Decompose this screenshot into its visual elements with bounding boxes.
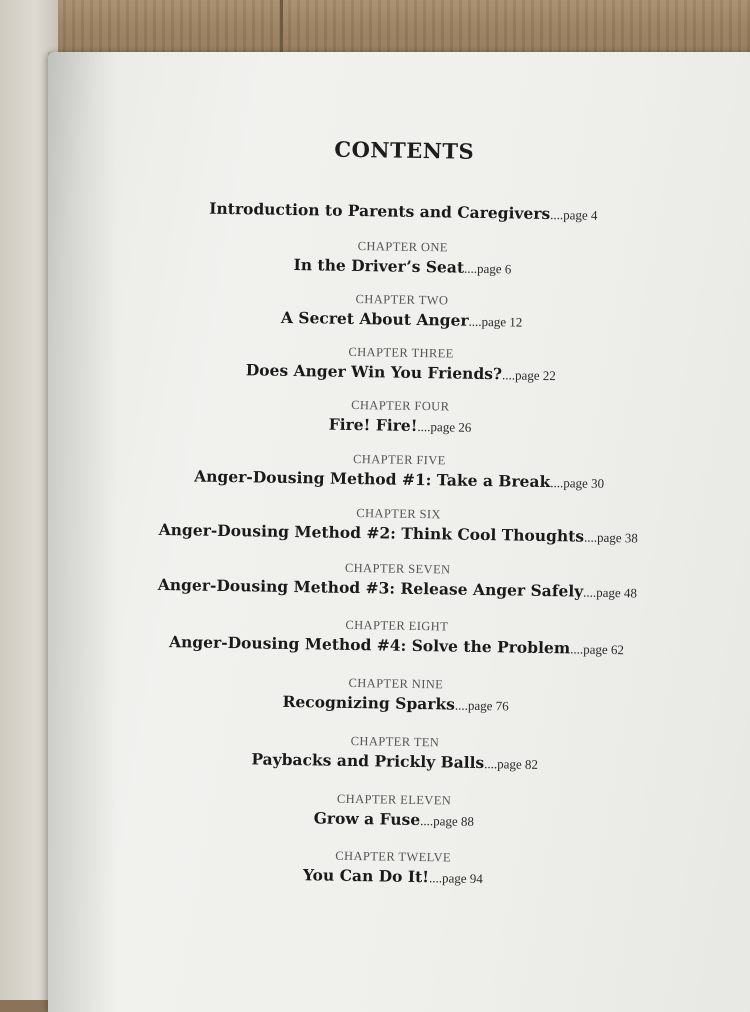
toc-entry-chapter-4 <box>50 392 750 444</box>
entry-title-line <box>53 194 750 230</box>
toc-entry-chapter-9 <box>45 670 746 722</box>
entry-page-ref: ....page 22 <box>501 367 556 384</box>
entry-page-ref: ....page 12 <box>468 313 523 330</box>
entry-title: In the Driver’s Seat <box>293 255 465 277</box>
chapter-label: CHAPTER EIGHT <box>345 617 449 634</box>
chapter-label: CHAPTER ELEVEN <box>336 791 452 808</box>
chapter-label: CHAPTER TEN <box>350 733 440 750</box>
entry-page-ref: ....page 62 <box>570 641 625 658</box>
entry-page-ref: ....page 26 <box>417 418 472 435</box>
toc-entry-chapter-3 <box>51 339 750 391</box>
entry-title: Anger-Dousing Method #4: Solve the Problem <box>168 632 571 658</box>
entry-page-ref: ....page 88 <box>420 813 475 829</box>
entry-page-ref: ....page 6 <box>463 260 512 277</box>
toc-entry-chapter-7 <box>47 555 748 607</box>
toc-entry-introduction <box>53 194 750 230</box>
entry-title: You Can Do It! <box>302 865 430 887</box>
entry-page-ref: ....page 94 <box>428 870 483 887</box>
chapter-label: CHAPTER FIVE <box>353 451 446 468</box>
entry-title: Fire! Fire! <box>328 414 418 435</box>
chapter-label: CHAPTER NINE <box>348 675 444 692</box>
toc-entry-chapter-6 <box>48 500 749 552</box>
toc-entry-chapter-8 <box>46 612 747 664</box>
entry-page-ref: ....page 82 <box>484 756 539 772</box>
entry-page-ref: ....page 30 <box>550 475 605 491</box>
chapter-label: CHAPTER TWELVE <box>335 848 452 865</box>
entry-title: Does Anger Win You Friends? <box>245 360 503 384</box>
chapter-label: CHAPTER TWO <box>355 291 449 308</box>
toc-entry-chapter-1 <box>52 233 750 285</box>
toc-entry-chapter-10 <box>45 728 746 780</box>
chapter-label: CHAPTER ONE <box>357 239 448 255</box>
chapter-label: CHAPTER SEVEN <box>344 560 451 577</box>
entry-title: Grow a Fuse <box>313 808 421 830</box>
entry-title: A Secret About Anger <box>280 307 469 330</box>
chapter-label: CHAPTER SIX <box>356 506 442 522</box>
table-of-contents <box>41 46 750 1005</box>
entry-title: Anger-Dousing Method #2: Think Cool Thoughts <box>158 519 585 546</box>
entry-title: Anger-Dousing Method #1: Take a Break <box>194 466 551 492</box>
chapter-label: CHAPTER THREE <box>348 344 454 361</box>
entry-page-ref: ....page 4 <box>550 207 598 223</box>
entry-title: Paybacks and Prickly Balls <box>251 749 485 773</box>
entry-title: Recognizing Sparks <box>282 691 456 714</box>
entry-page-ref: ....page 76 <box>454 697 509 714</box>
toc-entry-chapter-5 <box>49 446 750 498</box>
entry-title: Introduction to Parents and Caregivers <box>209 198 551 224</box>
entry-title: Anger-Dousing Method #3: Release Anger Safely <box>157 574 584 601</box>
entry-page-ref: ....page 48 <box>583 584 638 601</box>
chapter-label: CHAPTER FOUR <box>351 397 450 414</box>
entry-page-ref: ....page 38 <box>583 529 639 546</box>
toc-entry-chapter-11 <box>44 786 745 838</box>
contents-heading: CONTENTS <box>334 136 475 164</box>
toc-entry-chapter-2 <box>51 286 750 338</box>
toc-entry-chapter-12 <box>43 843 744 895</box>
